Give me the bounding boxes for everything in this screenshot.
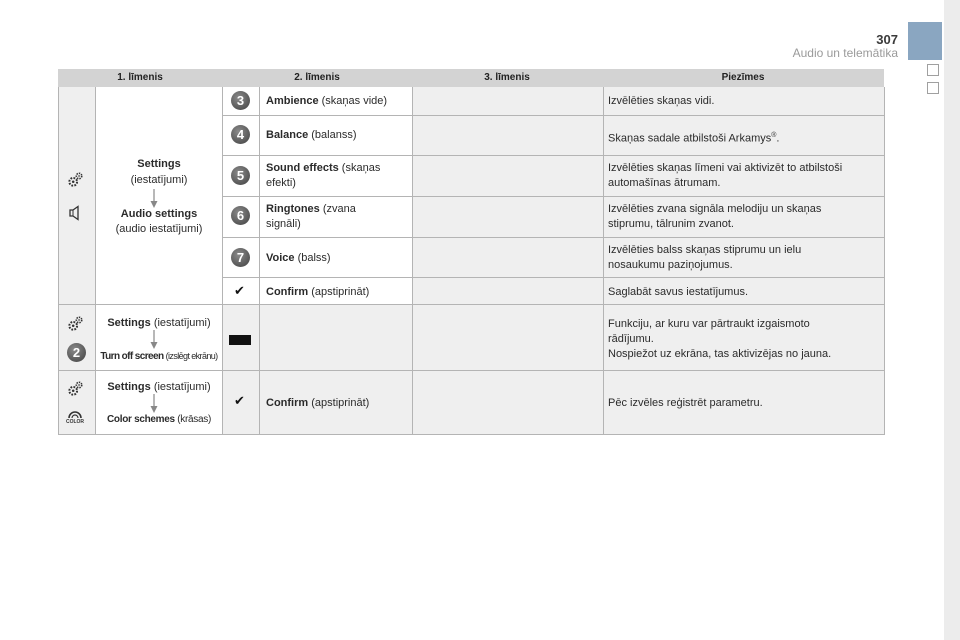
level2-color-schemes: Color schemes (krāsas) [107,414,211,425]
check-icon: ✔ [234,283,245,298]
page-number: 307 [876,32,898,47]
level1-cell-audio [58,87,95,304]
note-balance: Skaņas sadale atbilstoši Arkamys®. [608,132,780,145]
step-badge: 6 [231,206,250,225]
section-title: Audio un telemātika [792,46,898,60]
header-level2: 2. līmenis [294,72,340,83]
note-sound-effects: Izvēlēties skaņas līmeni vai aktivizēt to atbilstoši automašīnas ātrumam. [608,162,843,189]
settings-gears-icon [66,315,84,333]
margin-square-2 [927,82,939,94]
level2-audio-settings-sub: (audio iestatījumi) [115,223,203,235]
speaker-icon [67,205,83,221]
settings-gears-icon [66,171,84,189]
level2-settings-sub: (iestatījumi) [130,174,188,186]
header-notes: Piezīmes [721,72,765,83]
level3-confirm: Confirm (apstiprināt) [266,397,370,409]
arrow-down-icon [150,189,158,209]
note-voice: Izvēlēties balss skaņas stiprumu un ielu nosaukumu paziņojumus. [608,244,802,271]
step-badge: 2 [67,343,86,362]
page-edge [944,0,960,640]
step-badge: 5 [231,166,250,185]
level2-settings: Settings [137,158,181,170]
note-color-schemes: Pēc izvēles reģistrēt parametru. [608,397,763,409]
chapter-tab [908,22,942,60]
step-badge: 7 [231,248,250,267]
header-level1: 1. līmenis [117,72,163,83]
table-header [58,69,884,87]
level3-voice: Voice (balss) [266,252,331,264]
level3-sound-effects: Sound effects (skaņas efekti) [266,162,381,189]
settings-gears-icon [66,380,84,398]
level2-audio-settings: Audio settings [120,208,198,220]
screen-off-icon [229,335,251,345]
note-ringtones: Izvēlēties zvana signāla melodiju un skaņas stiprumu, tālrunim zvanot. [608,203,822,230]
level3-balance: Balance (balanss) [266,129,357,141]
note-confirm: Saglabāt savus iestatījumus. [608,286,749,298]
step-badge: 4 [231,125,250,144]
level2-settings: Settings (iestatījumi) [107,381,211,393]
check-icon: ✔ [234,393,245,408]
note-ambience: Izvēlēties skaņas vidi. [608,95,715,107]
arrow-down-icon [150,394,158,414]
level3-ambience: Ambience (skaņas vide) [266,95,388,107]
level2-settings: Settings (iestatījumi) [107,317,211,329]
arrow-down-icon [150,330,158,350]
step-badge: 3 [231,91,250,110]
level3-ringtones: Ringtones (zvana signāli) [266,203,356,230]
level3-confirm: Confirm (apstiprināt) [266,286,370,298]
note-turn-off-screen: Funkciju, ar kuru var pārtraukt izgaismoto rādījumu. Nospiežot uz ekrāna, tas aktivizējas no jauna. [608,318,832,360]
color-icon: COLOR [64,408,86,428]
header-level3: 3. līmenis [484,72,530,83]
margin-square-1 [927,64,939,76]
level2-turn-off-screen: Turn off screen (izslēgt ekrānu) [100,351,218,362]
